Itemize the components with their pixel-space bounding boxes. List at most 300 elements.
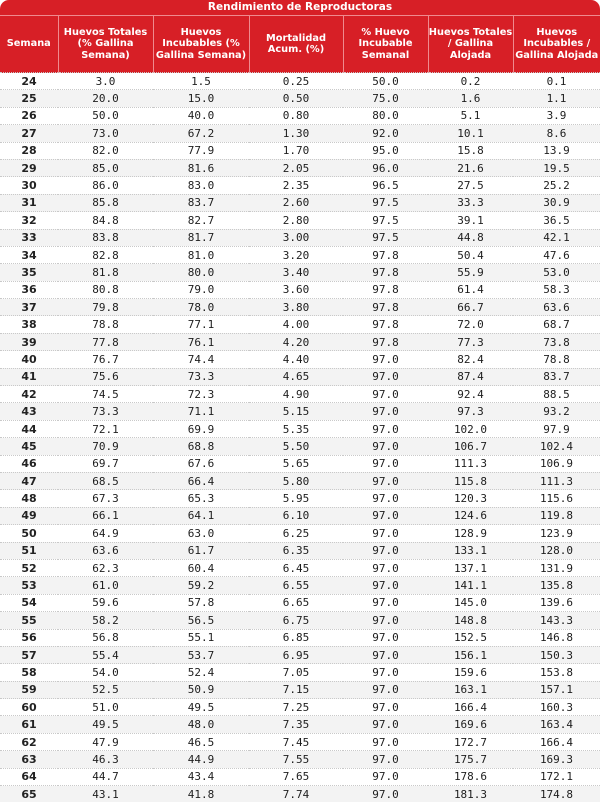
total-eggs-hen-week-cell: 56.8	[58, 629, 153, 646]
weekly-hatching-egg-pct-cell: 97.0	[343, 786, 428, 802]
total-eggs-hen-week-cell: 47.9	[58, 733, 153, 750]
hatching-eggs-hen-housed-cell: 73.8	[513, 333, 600, 350]
hatching-eggs-hen-week-cell: 50.9	[153, 681, 249, 698]
hatching-eggs-hen-week-cell: 57.8	[153, 594, 249, 611]
week-cell: 55	[0, 612, 58, 629]
week-cell: 59	[0, 681, 58, 698]
total-eggs-hen-week-cell: 83.8	[58, 229, 153, 246]
table-row	[0, 507, 600, 524]
hatching-eggs-hen-housed-cell: 157.1	[513, 681, 600, 698]
total-eggs-hen-housed-cell: 15.8	[428, 142, 513, 159]
hatching-eggs-hen-week-cell: 83.7	[153, 194, 249, 211]
weekly-hatching-egg-pct-cell: 97.0	[343, 751, 428, 768]
hatching-eggs-hen-week-cell: 77.9	[153, 142, 249, 159]
weekly-hatching-egg-pct-cell: 97.0	[343, 351, 428, 368]
hatching-eggs-hen-housed-cell: 169.3	[513, 751, 600, 768]
table-row	[0, 733, 600, 750]
weekly-hatching-egg-pct-cell: 95.0	[343, 142, 428, 159]
total-eggs-hen-housed-cell: 21.6	[428, 159, 513, 176]
cumulative-mortality-cell: 4.00	[249, 316, 343, 333]
week-cell: 36	[0, 281, 58, 298]
hatching-eggs-hen-week-cell: 61.7	[153, 542, 249, 559]
table-row	[0, 542, 600, 559]
hatching-eggs-hen-week-cell: 63.0	[153, 525, 249, 542]
hatching-eggs-hen-housed-cell: 58.3	[513, 281, 600, 298]
weekly-hatching-egg-pct-cell: 97.0	[343, 403, 428, 420]
cumulative-mortality-cell: 6.75	[249, 612, 343, 629]
total-eggs-hen-week-cell: 82.0	[58, 142, 153, 159]
week-cell: 54	[0, 594, 58, 611]
week-cell: 26	[0, 107, 58, 124]
hatching-eggs-hen-week-cell: 76.1	[153, 333, 249, 350]
hatching-eggs-hen-week-cell: 15.0	[153, 90, 249, 107]
hatching-eggs-hen-housed-cell: 146.8	[513, 629, 600, 646]
hatching-eggs-hen-week-cell: 73.3	[153, 368, 249, 385]
hatching-eggs-hen-week-cell: 40.0	[153, 107, 249, 124]
table-row	[0, 246, 600, 263]
week-cell: 35	[0, 264, 58, 281]
total-eggs-hen-housed-cell: 163.1	[428, 681, 513, 698]
total-eggs-hen-week-cell: 77.8	[58, 333, 153, 350]
weekly-hatching-egg-pct-cell: 97.0	[343, 455, 428, 472]
total-eggs-hen-housed-cell: 61.4	[428, 281, 513, 298]
hatching-eggs-hen-week-cell: 72.3	[153, 386, 249, 403]
week-cell: 49	[0, 507, 58, 524]
week-cell: 43	[0, 403, 58, 420]
total-eggs-hen-housed-cell: 106.7	[428, 438, 513, 455]
hatching-eggs-hen-week-cell: 69.9	[153, 420, 249, 437]
weekly-hatching-egg-pct-cell: 97.8	[343, 264, 428, 281]
weekly-hatching-egg-pct-cell: 97.8	[343, 246, 428, 263]
table-row	[0, 194, 600, 211]
cumulative-mortality-cell: 7.74	[249, 786, 343, 802]
total-eggs-hen-housed-cell: 82.4	[428, 351, 513, 368]
hatching-eggs-hen-housed-cell: 106.9	[513, 455, 600, 472]
total-eggs-hen-housed-cell: 44.8	[428, 229, 513, 246]
table-row	[0, 455, 600, 472]
total-eggs-hen-week-cell: 81.8	[58, 264, 153, 281]
table-row	[0, 438, 600, 455]
total-eggs-hen-housed-cell: 175.7	[428, 751, 513, 768]
total-eggs-hen-housed-cell: 39.1	[428, 212, 513, 229]
week-cell: 58	[0, 664, 58, 681]
total-eggs-hen-week-cell: 82.8	[58, 246, 153, 263]
weekly-hatching-egg-pct-cell: 97.0	[343, 768, 428, 785]
hatching-eggs-hen-week-cell: 81.7	[153, 229, 249, 246]
header-hatching-eggs-hen-week: Huevos Incubables (% Gallina Semana)	[153, 16, 249, 73]
weekly-hatching-egg-pct-cell: 97.0	[343, 386, 428, 403]
hatching-eggs-hen-week-cell: 53.7	[153, 646, 249, 663]
hatching-eggs-hen-week-cell: 49.5	[153, 699, 249, 716]
cumulative-mortality-cell: 3.20	[249, 246, 343, 263]
cumulative-mortality-cell: 4.90	[249, 386, 343, 403]
cumulative-mortality-cell: 1.30	[249, 125, 343, 142]
total-eggs-hen-week-cell: 58.2	[58, 612, 153, 629]
total-eggs-hen-housed-cell: 77.3	[428, 333, 513, 350]
weekly-hatching-egg-pct-cell: 97.8	[343, 299, 428, 316]
total-eggs-hen-week-cell: 64.9	[58, 525, 153, 542]
hatching-eggs-hen-housed-cell: 166.4	[513, 733, 600, 750]
weekly-hatching-egg-pct-cell: 97.5	[343, 194, 428, 211]
week-cell: 37	[0, 299, 58, 316]
weekly-hatching-egg-pct-cell: 97.0	[343, 646, 428, 663]
weekly-hatching-egg-pct-cell: 97.0	[343, 681, 428, 698]
total-eggs-hen-week-cell: 51.0	[58, 699, 153, 716]
hatching-eggs-hen-housed-cell: 78.8	[513, 351, 600, 368]
total-eggs-hen-housed-cell: 145.0	[428, 594, 513, 611]
total-eggs-hen-housed-cell: 111.3	[428, 455, 513, 472]
total-eggs-hen-week-cell: 59.6	[58, 594, 153, 611]
total-eggs-hen-housed-cell: 128.9	[428, 525, 513, 542]
week-cell: 64	[0, 768, 58, 785]
total-eggs-hen-housed-cell: 152.5	[428, 629, 513, 646]
cumulative-mortality-cell: 5.65	[249, 455, 343, 472]
hatching-eggs-hen-housed-cell: 47.6	[513, 246, 600, 263]
hatching-eggs-hen-week-cell: 1.5	[153, 73, 249, 90]
weekly-hatching-egg-pct-cell: 97.5	[343, 229, 428, 246]
total-eggs-hen-housed-cell: 92.4	[428, 386, 513, 403]
week-cell: 51	[0, 542, 58, 559]
hatching-eggs-hen-week-cell: 55.1	[153, 629, 249, 646]
cumulative-mortality-cell: 5.95	[249, 490, 343, 507]
hatching-eggs-hen-housed-cell: 97.9	[513, 420, 600, 437]
cumulative-mortality-cell: 4.40	[249, 351, 343, 368]
table-row	[0, 716, 600, 733]
week-cell: 52	[0, 559, 58, 576]
total-eggs-hen-housed-cell: 159.6	[428, 664, 513, 681]
table-row	[0, 159, 600, 176]
hatching-eggs-hen-housed-cell: 1.1	[513, 90, 600, 107]
total-eggs-hen-housed-cell: 178.6	[428, 768, 513, 785]
table-row	[0, 751, 600, 768]
hatching-eggs-hen-week-cell: 59.2	[153, 577, 249, 594]
table-row	[0, 699, 600, 716]
total-eggs-hen-housed-cell: 1.6	[428, 90, 513, 107]
weekly-hatching-egg-pct-cell: 97.0	[343, 368, 428, 385]
weekly-hatching-egg-pct-cell: 97.0	[343, 577, 428, 594]
total-eggs-hen-housed-cell: 27.5	[428, 177, 513, 194]
cumulative-mortality-cell: 2.05	[249, 159, 343, 176]
week-cell: 34	[0, 246, 58, 263]
hatching-eggs-hen-week-cell: 67.2	[153, 125, 249, 142]
cumulative-mortality-cell: 6.95	[249, 646, 343, 663]
total-eggs-hen-week-cell: 85.0	[58, 159, 153, 176]
weekly-hatching-egg-pct-cell: 97.0	[343, 559, 428, 576]
week-cell: 31	[0, 194, 58, 211]
cumulative-mortality-cell: 2.60	[249, 194, 343, 211]
hatching-eggs-hen-week-cell: 67.6	[153, 455, 249, 472]
header-total-eggs-hen-week: Huevos Totales (% Gallina Semana)	[58, 16, 153, 73]
hatching-eggs-hen-housed-cell: 0.1	[513, 73, 600, 90]
total-eggs-hen-week-cell: 52.5	[58, 681, 153, 698]
total-eggs-hen-week-cell: 69.7	[58, 455, 153, 472]
hatching-eggs-hen-week-cell: 71.1	[153, 403, 249, 420]
total-eggs-hen-week-cell: 43.1	[58, 786, 153, 802]
week-cell: 32	[0, 212, 58, 229]
hatching-eggs-hen-housed-cell: 3.9	[513, 107, 600, 124]
cumulative-mortality-cell: 3.40	[249, 264, 343, 281]
table-row	[0, 212, 600, 229]
hatching-eggs-hen-housed-cell: 42.1	[513, 229, 600, 246]
table-row	[0, 403, 600, 420]
total-eggs-hen-housed-cell: 115.8	[428, 472, 513, 489]
table-row	[0, 664, 600, 681]
table-row	[0, 646, 600, 663]
total-eggs-hen-week-cell: 20.0	[58, 90, 153, 107]
table-title: Rendimiento de Reproductoras	[0, 0, 600, 15]
table-row	[0, 316, 600, 333]
table-row	[0, 107, 600, 124]
cumulative-mortality-cell: 6.35	[249, 542, 343, 559]
table-row	[0, 559, 600, 576]
hatching-eggs-hen-week-cell: 74.4	[153, 351, 249, 368]
table-row	[0, 368, 600, 385]
table-row	[0, 786, 600, 802]
hatching-eggs-hen-week-cell: 48.0	[153, 716, 249, 733]
weekly-hatching-egg-pct-cell: 50.0	[343, 73, 428, 90]
cumulative-mortality-cell: 4.65	[249, 368, 343, 385]
hatching-eggs-hen-week-cell: 82.7	[153, 212, 249, 229]
week-cell: 47	[0, 472, 58, 489]
week-cell: 40	[0, 351, 58, 368]
total-eggs-hen-housed-cell: 33.3	[428, 194, 513, 211]
weekly-hatching-egg-pct-cell: 97.0	[343, 438, 428, 455]
table-body	[0, 73, 600, 802]
week-cell: 50	[0, 525, 58, 542]
weekly-hatching-egg-pct-cell: 97.0	[343, 420, 428, 437]
weekly-hatching-egg-pct-cell: 97.0	[343, 490, 428, 507]
weekly-hatching-egg-pct-cell: 97.8	[343, 281, 428, 298]
weekly-hatching-egg-pct-cell: 97.0	[343, 629, 428, 646]
hatching-eggs-hen-housed-cell: 8.6	[513, 125, 600, 142]
weekly-hatching-egg-pct-cell: 96.0	[343, 159, 428, 176]
hatching-eggs-hen-housed-cell: 131.9	[513, 559, 600, 576]
total-eggs-hen-week-cell: 86.0	[58, 177, 153, 194]
table-row	[0, 264, 600, 281]
cumulative-mortality-cell: 6.85	[249, 629, 343, 646]
weekly-hatching-egg-pct-cell: 97.0	[343, 594, 428, 611]
total-eggs-hen-week-cell: 73.0	[58, 125, 153, 142]
week-cell: 33	[0, 229, 58, 246]
hatching-eggs-hen-week-cell: 44.9	[153, 751, 249, 768]
weekly-hatching-egg-pct-cell: 80.0	[343, 107, 428, 124]
cumulative-mortality-cell: 0.50	[249, 90, 343, 107]
hatching-eggs-hen-week-cell: 43.4	[153, 768, 249, 785]
cumulative-mortality-cell: 7.15	[249, 681, 343, 698]
hatching-eggs-hen-week-cell: 77.1	[153, 316, 249, 333]
hatching-eggs-hen-housed-cell: 102.4	[513, 438, 600, 455]
cumulative-mortality-cell: 2.35	[249, 177, 343, 194]
week-cell: 65	[0, 786, 58, 802]
table-row	[0, 73, 600, 90]
total-eggs-hen-week-cell: 74.5	[58, 386, 153, 403]
total-eggs-hen-housed-cell: 148.8	[428, 612, 513, 629]
cumulative-mortality-cell: 6.25	[249, 525, 343, 542]
total-eggs-hen-week-cell: 85.8	[58, 194, 153, 211]
hatching-eggs-hen-week-cell: 81.0	[153, 246, 249, 263]
cumulative-mortality-cell: 4.20	[249, 333, 343, 350]
weekly-hatching-egg-pct-cell: 97.0	[343, 472, 428, 489]
week-cell: 28	[0, 142, 58, 159]
total-eggs-hen-week-cell: 54.0	[58, 664, 153, 681]
table-row	[0, 612, 600, 629]
weekly-hatching-egg-pct-cell: 97.0	[343, 525, 428, 542]
cumulative-mortality-cell: 3.00	[249, 229, 343, 246]
total-eggs-hen-week-cell: 3.0	[58, 73, 153, 90]
total-eggs-hen-week-cell: 49.5	[58, 716, 153, 733]
hatching-eggs-hen-housed-cell: 53.0	[513, 264, 600, 281]
hatching-eggs-hen-housed-cell: 143.3	[513, 612, 600, 629]
hatching-eggs-hen-week-cell: 79.0	[153, 281, 249, 298]
total-eggs-hen-week-cell: 50.0	[58, 107, 153, 124]
header-row	[0, 16, 600, 73]
total-eggs-hen-week-cell: 61.0	[58, 577, 153, 594]
total-eggs-hen-housed-cell: 181.3	[428, 786, 513, 802]
weekly-hatching-egg-pct-cell: 97.8	[343, 333, 428, 350]
total-eggs-hen-week-cell: 70.9	[58, 438, 153, 455]
header-hatching-eggs-hen-housed: Huevos Incubables / Gallina Alojada	[513, 16, 600, 73]
weekly-hatching-egg-pct-cell: 97.0	[343, 699, 428, 716]
cumulative-mortality-cell: 6.10	[249, 507, 343, 524]
weekly-hatching-egg-pct-cell: 96.5	[343, 177, 428, 194]
cumulative-mortality-cell: 0.25	[249, 73, 343, 90]
cumulative-mortality-cell: 7.25	[249, 699, 343, 716]
hatching-eggs-hen-week-cell: 60.4	[153, 559, 249, 576]
hatching-eggs-hen-housed-cell: 19.5	[513, 159, 600, 176]
week-cell: 24	[0, 73, 58, 90]
hatching-eggs-hen-week-cell: 78.0	[153, 299, 249, 316]
hatching-eggs-hen-housed-cell: 135.8	[513, 577, 600, 594]
hatching-eggs-hen-housed-cell: 63.6	[513, 299, 600, 316]
table-row	[0, 142, 600, 159]
total-eggs-hen-housed-cell: 172.7	[428, 733, 513, 750]
cumulative-mortality-cell: 3.60	[249, 281, 343, 298]
breeder-performance-table	[0, 15, 600, 802]
cumulative-mortality-cell: 7.45	[249, 733, 343, 750]
cumulative-mortality-cell: 0.80	[249, 107, 343, 124]
total-eggs-hen-week-cell: 76.7	[58, 351, 153, 368]
total-eggs-hen-housed-cell: 166.4	[428, 699, 513, 716]
total-eggs-hen-week-cell: 62.3	[58, 559, 153, 576]
cumulative-mortality-cell: 2.80	[249, 212, 343, 229]
hatching-eggs-hen-housed-cell: 68.7	[513, 316, 600, 333]
table-row	[0, 681, 600, 698]
week-cell: 27	[0, 125, 58, 142]
weekly-hatching-egg-pct-cell: 75.0	[343, 90, 428, 107]
total-eggs-hen-housed-cell: 97.3	[428, 403, 513, 420]
total-eggs-hen-week-cell: 66.1	[58, 507, 153, 524]
total-eggs-hen-housed-cell: 141.1	[428, 577, 513, 594]
total-eggs-hen-housed-cell: 156.1	[428, 646, 513, 663]
weekly-hatching-egg-pct-cell: 97.0	[343, 733, 428, 750]
header-weekly-hatching-egg-pct: % Huevo Incubable Semanal	[343, 16, 428, 73]
table-row	[0, 229, 600, 246]
table-row	[0, 281, 600, 298]
hatching-eggs-hen-housed-cell: 153.8	[513, 664, 600, 681]
total-eggs-hen-housed-cell: 120.3	[428, 490, 513, 507]
cumulative-mortality-cell: 7.65	[249, 768, 343, 785]
weekly-hatching-egg-pct-cell: 97.0	[343, 612, 428, 629]
total-eggs-hen-week-cell: 68.5	[58, 472, 153, 489]
week-cell: 44	[0, 420, 58, 437]
week-cell: 53	[0, 577, 58, 594]
hatching-eggs-hen-week-cell: 64.1	[153, 507, 249, 524]
total-eggs-hen-housed-cell: 0.2	[428, 73, 513, 90]
table-row	[0, 594, 600, 611]
total-eggs-hen-week-cell: 75.6	[58, 368, 153, 385]
week-cell: 45	[0, 438, 58, 455]
hatching-eggs-hen-housed-cell: 93.2	[513, 403, 600, 420]
hatching-eggs-hen-housed-cell: 111.3	[513, 472, 600, 489]
cumulative-mortality-cell: 5.80	[249, 472, 343, 489]
week-cell: 39	[0, 333, 58, 350]
cumulative-mortality-cell: 5.50	[249, 438, 343, 455]
hatching-eggs-hen-week-cell: 68.8	[153, 438, 249, 455]
table-row	[0, 90, 600, 107]
total-eggs-hen-week-cell: 55.4	[58, 646, 153, 663]
hatching-eggs-hen-housed-cell: 174.8	[513, 786, 600, 802]
total-eggs-hen-housed-cell: 169.6	[428, 716, 513, 733]
cumulative-mortality-cell: 5.35	[249, 420, 343, 437]
table-row	[0, 490, 600, 507]
header-total-eggs-hen-housed: Huevos Totales / Gallina Alojada	[428, 16, 513, 73]
hatching-eggs-hen-week-cell: 52.4	[153, 664, 249, 681]
table-row	[0, 386, 600, 403]
weekly-hatching-egg-pct-cell: 97.0	[343, 507, 428, 524]
week-cell: 48	[0, 490, 58, 507]
hatching-eggs-hen-housed-cell: 150.3	[513, 646, 600, 663]
weekly-hatching-egg-pct-cell: 97.5	[343, 212, 428, 229]
table-row	[0, 299, 600, 316]
header-cumulative-mortality: Mortalidad Acum. (%)	[249, 16, 343, 73]
total-eggs-hen-housed-cell: 5.1	[428, 107, 513, 124]
total-eggs-hen-housed-cell: 102.0	[428, 420, 513, 437]
table-row	[0, 420, 600, 437]
total-eggs-hen-week-cell: 73.3	[58, 403, 153, 420]
cumulative-mortality-cell: 7.05	[249, 664, 343, 681]
total-eggs-hen-week-cell: 80.8	[58, 281, 153, 298]
hatching-eggs-hen-week-cell: 66.4	[153, 472, 249, 489]
week-cell: 41	[0, 368, 58, 385]
table-row	[0, 768, 600, 785]
hatching-eggs-hen-week-cell: 41.8	[153, 786, 249, 802]
hatching-eggs-hen-week-cell: 83.0	[153, 177, 249, 194]
hatching-eggs-hen-housed-cell: 30.9	[513, 194, 600, 211]
total-eggs-hen-housed-cell: 137.1	[428, 559, 513, 576]
cumulative-mortality-cell: 7.35	[249, 716, 343, 733]
total-eggs-hen-housed-cell: 66.7	[428, 299, 513, 316]
hatching-eggs-hen-week-cell: 65.3	[153, 490, 249, 507]
weekly-hatching-egg-pct-cell: 97.8	[343, 316, 428, 333]
total-eggs-hen-housed-cell: 133.1	[428, 542, 513, 559]
cumulative-mortality-cell: 5.15	[249, 403, 343, 420]
hatching-eggs-hen-week-cell: 80.0	[153, 264, 249, 281]
hatching-eggs-hen-housed-cell: 83.7	[513, 368, 600, 385]
total-eggs-hen-week-cell: 67.3	[58, 490, 153, 507]
hatching-eggs-hen-housed-cell: 25.2	[513, 177, 600, 194]
hatching-eggs-hen-housed-cell: 163.4	[513, 716, 600, 733]
hatching-eggs-hen-week-cell: 46.5	[153, 733, 249, 750]
total-eggs-hen-housed-cell: 55.9	[428, 264, 513, 281]
week-cell: 56	[0, 629, 58, 646]
total-eggs-hen-week-cell: 84.8	[58, 212, 153, 229]
hatching-eggs-hen-week-cell: 56.5	[153, 612, 249, 629]
table-row	[0, 472, 600, 489]
header-week: Semana	[0, 16, 58, 73]
cumulative-mortality-cell: 6.55	[249, 577, 343, 594]
total-eggs-hen-week-cell: 44.7	[58, 768, 153, 785]
week-cell: 61	[0, 716, 58, 733]
